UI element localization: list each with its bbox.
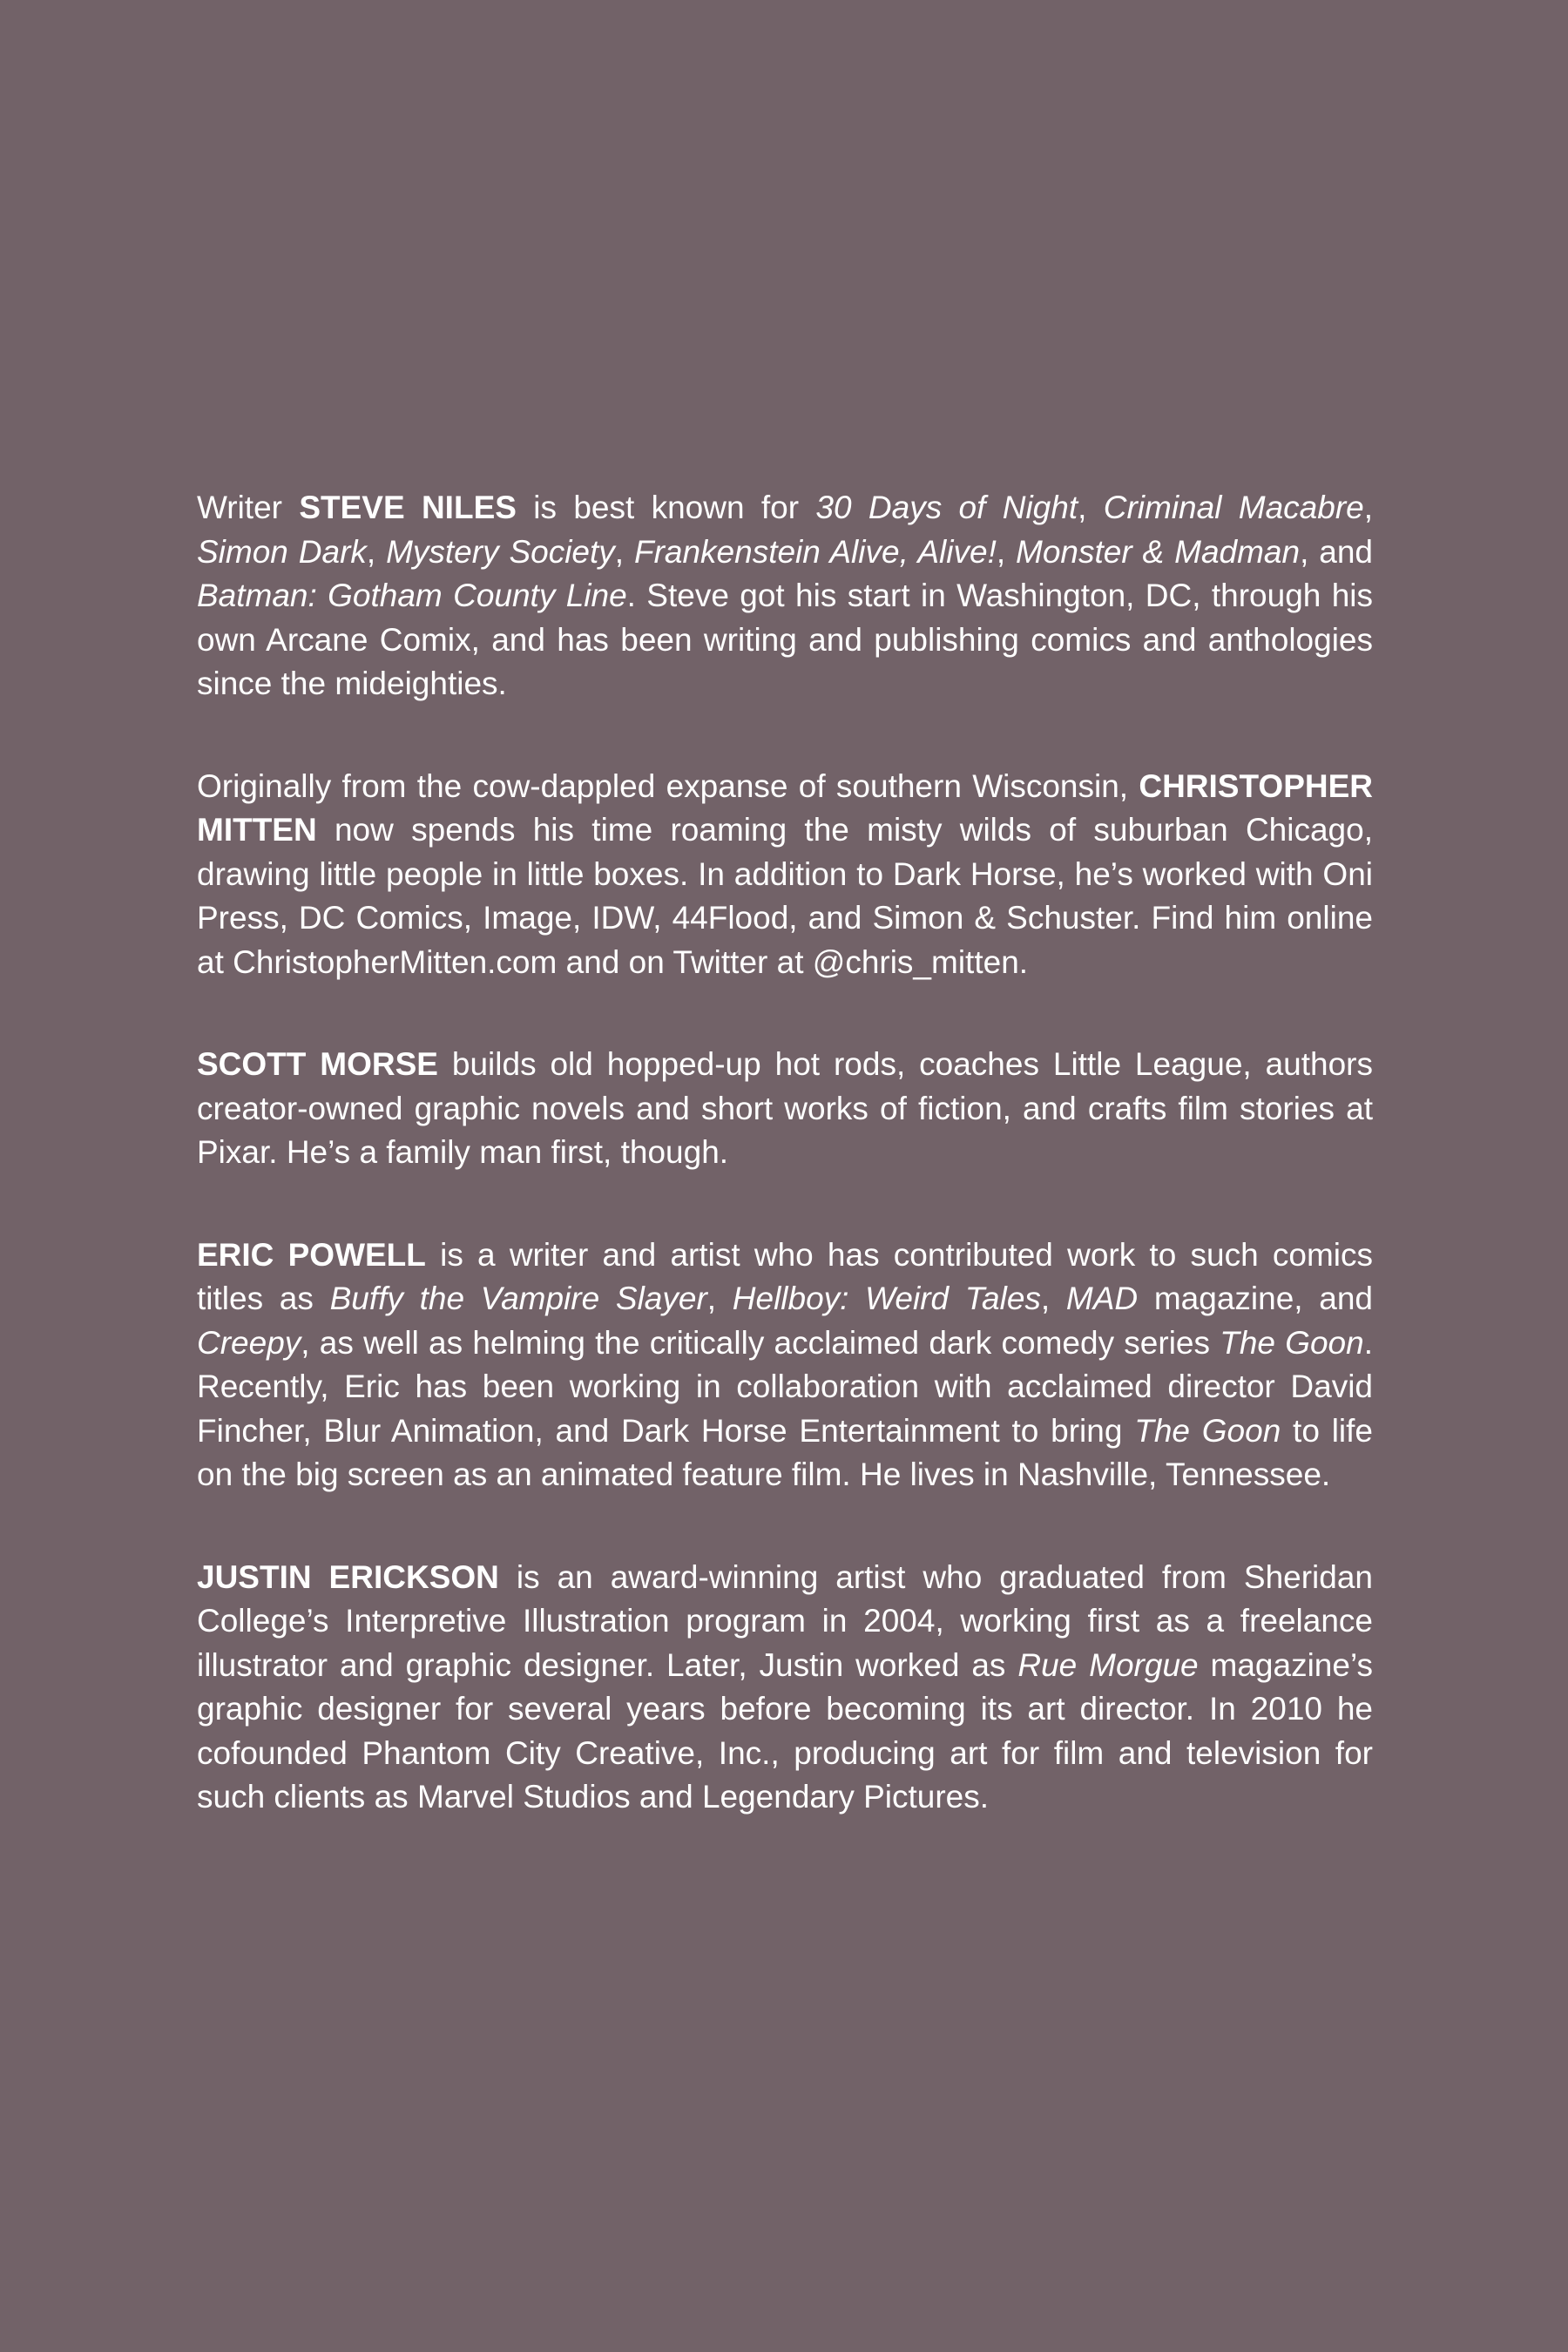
work-title: Rue Morgue [1017, 1646, 1199, 1683]
work-title: MAD [1065, 1281, 1139, 1316]
bio-name: CHRISTOPHER MITTEN [197, 767, 1373, 848]
work-title: Buffy the Vampire Slayer [329, 1281, 707, 1316]
bio-text: , [366, 533, 387, 570]
bio-text: . Steve got his start in Washington, DC, through his own Arcane Comix, and has been writing and publishing comics and anthologies since the mideighties. [197, 578, 1374, 701]
bio-name: STEVE NILES [299, 490, 517, 525]
bio-scott-morse [197, 1043, 1373, 1175]
bio-text: , [706, 1281, 733, 1316]
bio-text: now spends his time roaming the misty wilds of suburban Chicago, drawing little people in little boxes. In addition to Dark Horse, he’s worked with Oni Press, DC Comics, Image, IDW, 44Flood, and Simon & Schuster. Find him online at ChristopherMitten.com and on Twitter at @chris_mitten. [197, 812, 1373, 980]
bio-steve-niles [197, 486, 1373, 706]
bio-name: JUSTIN ERICKSON [197, 1558, 499, 1595]
bio-text: to life on the big screen as an animated feature film. He lives in Nashville, Tennessee. [197, 1412, 1373, 1492]
bio-text: Writer [197, 490, 300, 525]
work-title: Monster & Madman [1016, 533, 1301, 570]
work-title: Mystery Society [386, 533, 615, 570]
bio-text: , [996, 533, 1017, 570]
bio-text: , [1040, 1281, 1066, 1316]
bio-text: is an award-winning artist who graduated from Sheridan College’s Interpretive Illustration program in 2004, working first as a freelance illustrator and graphic designer. Later, Justin worked as [197, 1558, 1374, 1683]
work-title: 30 Days of Night [815, 490, 1078, 525]
work-title: Criminal Macabre [1103, 490, 1364, 525]
bio-christopher-mitten [197, 765, 1373, 985]
bio-text: builds old hopped-up hot rods, coaches Little League, authors creator-owned graphic novels and short works of fiction, and crafts film stories at Pixar. He’s a family man first, though. [197, 1046, 1374, 1170]
work-title: The Goon [1134, 1412, 1281, 1449]
bio-text: , [614, 533, 634, 570]
bio-name: SCOTT MORSE [197, 1046, 438, 1082]
work-title: Simon Dark [197, 533, 367, 570]
bio-text: , [1078, 490, 1104, 525]
work-title: Frankenstein Alive, Alive! [633, 533, 997, 570]
bio-text: , and [1300, 533, 1373, 570]
work-title: Creepy [197, 1324, 301, 1361]
bio-justin-erickson [197, 1556, 1373, 1820]
bio-text: magazine, and [1138, 1281, 1374, 1316]
bio-text: magazine’s graphic designer for several years before becoming its art director. In 2010 he cofounded Phantom City Creative, Inc., producing art for film and television for such clients as Marvel Studios and Legendary Pictures. [197, 1646, 1374, 1815]
work-title: Hellboy: Weird Tales [732, 1281, 1041, 1316]
bio-eric-powell [197, 1233, 1373, 1497]
bio-text: is a writer and artist who has contributed work to such comics titles as [197, 1236, 1373, 1316]
bio-text: Originally from the cow-dappled expanse of southern Wisconsin, [197, 767, 1139, 804]
bio-text: , as well as helming the critically acclaimed dark comedy series [301, 1324, 1220, 1361]
work-title: Batman: Gotham County Line [197, 578, 627, 613]
work-title: The Goon [1220, 1324, 1364, 1361]
bio-text: . Recently, Eric has been working in collaboration with acclaimed director David Fincher, Blur Animation, and Dark Horse Entertainment to bring [197, 1324, 1373, 1449]
bio-block [197, 486, 1373, 1820]
bio-name: ERIC POWELL [197, 1236, 426, 1273]
bio-text: is best known for [516, 490, 816, 525]
bio-text: , [1363, 490, 1374, 525]
